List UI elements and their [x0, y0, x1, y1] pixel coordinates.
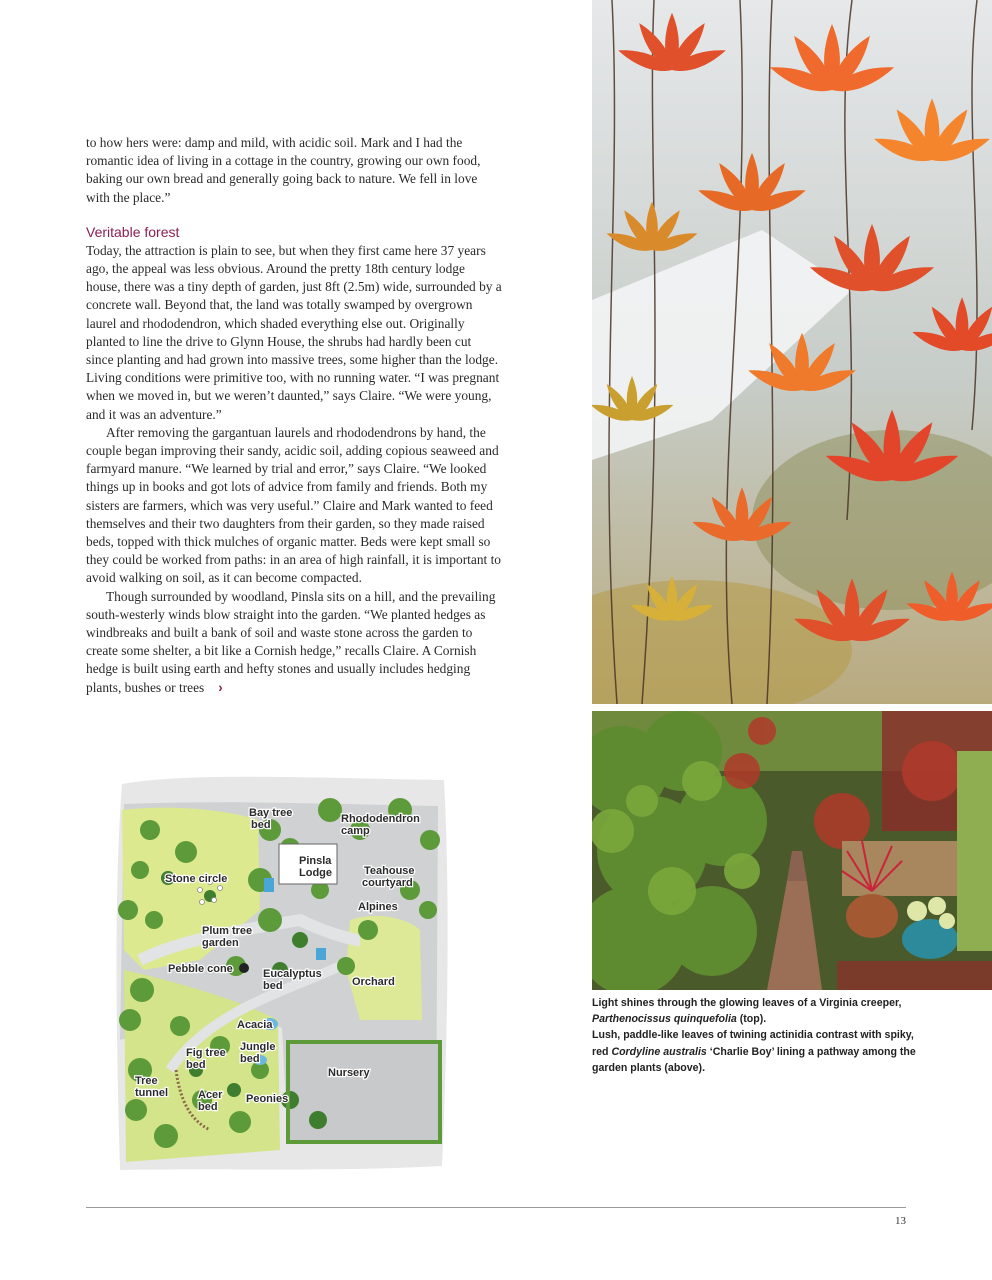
caption-text: (top). — [736, 1013, 767, 1026]
caption-text: ‘Charlie Boy’ lining a pathway among the garden plants (above). — [592, 1045, 916, 1074]
garden-pathway-illustration — [592, 711, 992, 990]
plan-label-orchard: Orchard — [352, 976, 395, 988]
paragraph-4 — [86, 588, 502, 697]
plan-label-teahouse: Teahouse courtyard — [362, 865, 415, 889]
plan-label-fig-tree: Fig tree bed — [186, 1047, 226, 1071]
page-number: 13 — [895, 1215, 906, 1227]
plan-label-pebble-cone: Pebble cone — [168, 963, 233, 975]
footer-rule — [86, 1207, 906, 1208]
plan-label-pinsla-lodge: Pinsla Lodge — [299, 855, 332, 879]
garden-pathway-photo — [592, 711, 992, 990]
caption-botanical-name: Cordyline australis — [611, 1045, 707, 1058]
garden-plan-svg — [110, 770, 454, 1174]
virginia-creeper-photo — [592, 0, 992, 704]
paragraph-2: Today, the attraction is plain to see, but when they first came here 37 years ago, the appeal was less obvious. Around the pretty 18th century lodge house, there was a tiny depth of garden, just 8ft (2.5m) wide, surrounded by a concrete wall. Beyond that, the land was totally swamped by overgrown laurel and rhododendron, which shaded everything else out. Originally planted to line the drive to Glynn House, the shrubs had hardly been cut since planting and had grown into massive trees, some higher than the lodge. Living conditions were primitive too, with no running water. “I was pregnant when we moved in, but we weren’t daunted,” says Claire. “We were young, and it was an adventure.” — [86, 242, 502, 422]
photo-caption — [592, 995, 922, 1076]
plan-label-nursery: Nursery — [328, 1067, 370, 1079]
garden-plan-map — [110, 770, 454, 1174]
subheading-veritable-forest: Veritable forest — [86, 223, 180, 240]
paragraph-1: to how hers were: damp and mild, with acidic soil. Mark and I had the romantic idea of living in a cottage in the country, growing our own food, baking our own bread and generally going back to nature. We fell in love with the place.” — [86, 135, 481, 205]
plan-label-jungle: Jungle bed — [240, 1041, 276, 1065]
virginia-creeper-illustration — [592, 0, 992, 704]
article-body — [86, 134, 502, 697]
paragraph-3: After removing the gargantuan laurels and rhododendrons by hand, the couple began improving their sandy, acidic soil, adding copious seaweed and farmyard manure. “We learned by trial and error,” says Claire. “We looked things up in books and got lots of advice from family and friends. Both my sisters are farmers, which was very useful.” Claire and Mark wanted to feed themselves and their two daughters from their garden, so they made raised beds, topped with thick mulches of organic matter. Beds were kept small so they could be worked from paths: in an area of high rainfall, it is important to avoid walking on soil, as it can become compacted. — [86, 424, 501, 586]
plan-label-tree-tunnel: Tree tunnel — [135, 1075, 168, 1099]
plan-label-acer: Acer bed — [198, 1089, 223, 1113]
caption-top-photo — [592, 995, 922, 1027]
caption-text: Lush, paddle-like leaves of twining actinidia contrast with spiky, red — [592, 1029, 914, 1058]
plan-label-plum-tree: Plum tree garden — [202, 925, 253, 949]
plan-label-peonies: Peonies — [246, 1093, 289, 1105]
caption-text: Light shines through the glowing leaves of a Virginia creeper, — [592, 997, 902, 1009]
plan-label-eucalyptus: Eucalyptus bed — [263, 968, 322, 992]
plan-label-alpines: Alpines — [358, 901, 398, 913]
continue-arrow-icon[interactable]: › — [218, 679, 223, 695]
paragraph-4-text: Though surrounded by woodland, Pinsla sits on a hill, and the prevailing south-westerly winds blow straight into the garden. “We planted hedges as windbreaks and built a bank of soil and waste stone across the garden to create some shelter, a bit like a Cornish hedge,” recalls Claire. A Cornish hedge is built using earth and hefty stones and usually includes hedging plants, bushes or trees — [86, 588, 496, 695]
plan-label-bay-tree: Bay tree bed — [249, 807, 293, 831]
plan-label-acacia: Acacia — [237, 1019, 273, 1031]
plan-label-rhododendron: Rhododendron camp — [341, 813, 420, 837]
plan-label-stone-circle: Stone circle — [165, 873, 228, 885]
caption-bottom-photo — [592, 1027, 922, 1076]
caption-botanical-name: Parthenocissus quinquefolia — [592, 1013, 737, 1026]
